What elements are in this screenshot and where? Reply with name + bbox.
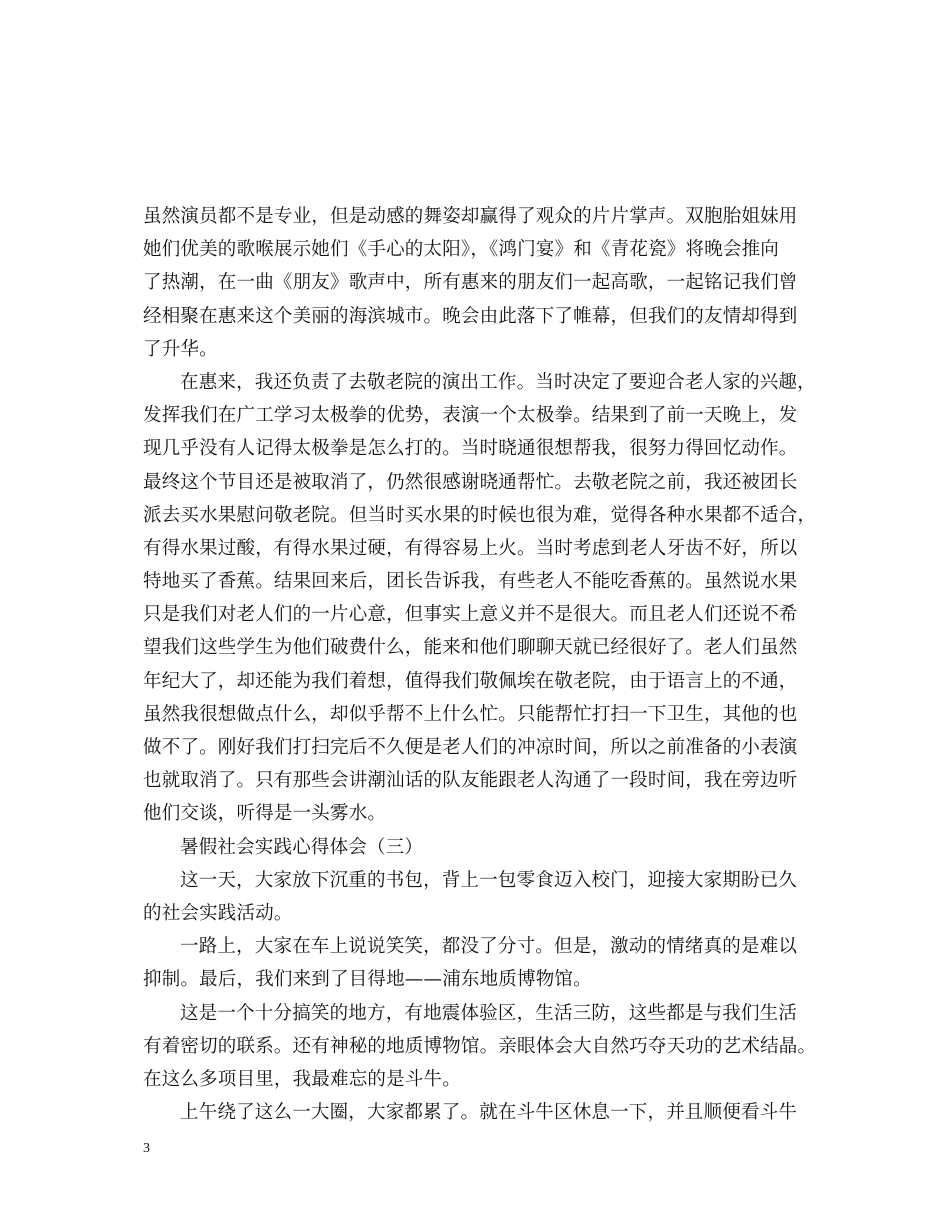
text-line: 最终这个节目还是被取消了，仍然很感谢晓通帮忙。去敬老院之前，我还被团长 <box>143 471 798 493</box>
page-number: 3 <box>143 1141 150 1156</box>
text-line: 虽然演员都不是专业，但是动感的舞姿却赢得了观众的片片掌声。双胞胎姐妹用 <box>143 206 798 227</box>
text-line: 经相聚在惠来这个美丽的海滨城市。晚会由此落下了帷幕，但我们的友情却得到 <box>143 305 798 327</box>
paragraph-first-line: 在惠来，我还负责了去敬老院的演出工作。当时决定了要迎合老人家的兴趣， <box>180 371 816 393</box>
text-line: 有得水果过酸，有得水果过硬，有得容易上火。当时考虑到老人牙齿不好，所以 <box>143 537 798 559</box>
text-line: 现几乎没有人记得太极拳是怎么打的。当时晓通很想帮我，很努力得回忆动作。 <box>143 438 798 460</box>
text-line: 了热潮，在一曲《朋友》歌声中，所有惠来的朋友们一起高歌，一起铭记我们曾 <box>143 272 798 294</box>
paragraph-first-line: 上午绕了这么一大圈，大家都累了。就在斗牛区休息一下，并且顺便看斗牛 <box>180 1102 798 1124</box>
paragraph-first-line: 一路上，大家在车上说说笑笑，都没了分寸。但是，激动的情绪真的是难以 <box>180 936 798 958</box>
text-line: 了升华。 <box>143 338 218 360</box>
text-line: 抑制。最后，我们来到了目得地——浦东地质博物馆。 <box>143 969 592 991</box>
document-body <box>143 200 823 1129</box>
text-line: 的社会实践活动。 <box>143 902 293 924</box>
text-line: 虽然我很想做点什么，却似乎帮不上什么忙。只能帮忙打扫一下卫生，其他的也 <box>143 703 798 725</box>
paragraph-first-line: 这一天，大家放下沉重的书包，背上一包零食迈入校门，迎接大家期盼已久 <box>180 869 798 891</box>
text-line: 只是我们对老人们的一片心意，但事实上意义并不是很大。而且老人们还说不希 <box>143 604 798 626</box>
text-line: 发挥我们在广工学习太极拳的优势，表演一个太极拳。结果到了前一天晚上，发 <box>143 405 798 427</box>
text-line: 有着密切的联系。还有神秘的地质博物馆。亲眼体会大自然巧夺天功的艺术结晶。 <box>143 1035 817 1057</box>
text-line: 望我们这些学生为他们破费什么，能来和他们聊聊天就已经很好了。老人们虽然 <box>143 637 798 659</box>
paragraph-first-line: 这是一个十分搞笑的地方，有地震体验区，生活三防，这些都是与我们生活 <box>180 1002 798 1024</box>
text-line: 做不了。刚好我们打扫完后不久便是老人们的冲凉时间，所以之前准备的小表演 <box>143 737 798 758</box>
text-line: 派去买水果慰问敬老院。但当时买水果的时候也很为难，觉得各种水果都不适合， <box>143 504 817 526</box>
text-line: 年纪大了，却还能为我们着想，值得我们敬佩埃在敬老院，由于语言上的不通， <box>143 670 798 692</box>
text-line: 在这么多项目里，我最难忘的是斗牛。 <box>143 1068 461 1090</box>
text-line: 她们优美的歌喉展示她们《手心的太阳》，《鸿门宴》和《青花瓷》将晚会推向 <box>143 239 780 261</box>
section-heading: 暑假社会实践心得体会（三） <box>180 836 424 858</box>
text-line: 他们交谈，听得是一头雾水。 <box>143 803 387 825</box>
text-line: 也就取消了。只有那些会讲潮汕话的队友能跟老人沟通了一段时间，我在旁边听 <box>143 770 798 792</box>
text-line: 特地买了香蕉。结果回来后，团长告诉我，有些老人不能吃香蕉的。虽然说水果 <box>143 571 798 593</box>
